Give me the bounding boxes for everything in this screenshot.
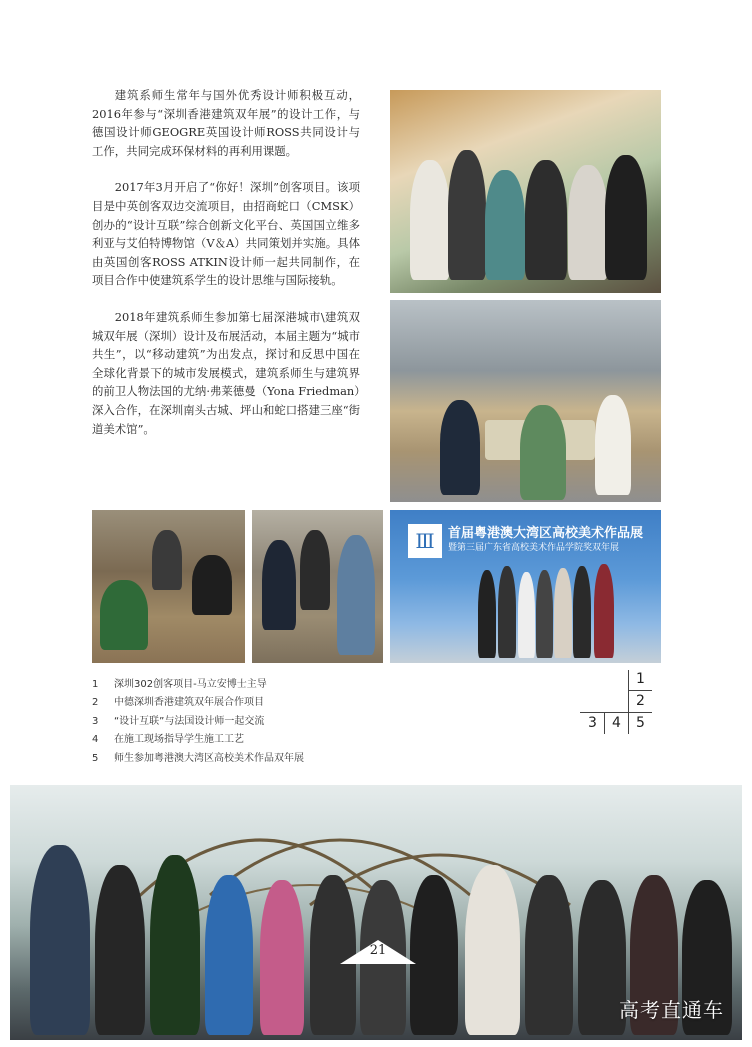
photo-5-exhibition-banner [390, 510, 661, 663]
legend-number: 5 [636, 715, 645, 731]
caption-number: 1 [92, 679, 99, 690]
caption-number: 4 [92, 734, 99, 746]
banner-title: 首届粤港澳大湾区高校美术作品展 [448, 526, 644, 541]
caption-text: 师生参加粤港澳大湾区高校美术作品双年展 [114, 752, 304, 764]
photo-4-construction-site [252, 510, 383, 663]
caption-number: 5 [92, 752, 99, 764]
paragraph-2016: 建筑系师生常年与国外优秀设计师积极互动，2016年参与“深圳香港建筑双年展”的设计工作，与德国设计师GEOGRE英国设计师ROSS共同设计与工作，共同完成环保材料的再利用课题。 [92, 88, 360, 158]
legend-divider [628, 670, 629, 734]
legend-number: 3 [588, 715, 597, 731]
caption-item [92, 713, 304, 731]
caption-item [92, 694, 304, 712]
banner-subtitle: 暨第三届广东省高校美术作品学院奖双年展 [448, 543, 620, 553]
legend-divider [628, 690, 652, 691]
exhibition-logo-icon: Ⅲ [408, 524, 442, 558]
caption-item [92, 676, 304, 694]
caption-item [92, 731, 304, 749]
legend-divider [580, 712, 652, 713]
photo-layout-legend [580, 670, 652, 736]
paragraph-2017: 2017年3月开启了“你好！深圳”创客项目。该项目是中英创客双边交流项目，由招商蛇口（CMSK）创办的“设计互联”综合创新文化平台、英国国立维多利亚与艾伯特博物馆（V＆A）共同策划并实施。具体由英国创客ROSS ATKIN设计师一起共同制作，在项目合作中使建筑系学生的设计思维与国际接轨。 [92, 180, 360, 288]
caption-item [92, 750, 304, 768]
legend-number: 1 [636, 671, 645, 687]
photo-1-group-indoor [390, 90, 661, 293]
caption-text: 深圳302创客项目-马立安博士主导 [114, 679, 267, 690]
photo-3-exchange-sand [92, 510, 245, 663]
page-number: 21 [369, 943, 387, 958]
caption-text: 中德深圳香港建筑双年展合作项目 [114, 697, 264, 709]
body-text [92, 86, 360, 456]
legend-number: 4 [612, 715, 621, 731]
paragraph-2018: 2018年建筑系师生参加第七届深港城市\建筑双城双年展（深圳）设计及布展活动，本届主题为“城市共生”，以“移动建筑”为出发点，探讨和反思中国在全球化背景下的城市发展模式，建筑系师生与建筑界的前卫人物法国的尤纳·弗莱德曼（Yona Friedman）深入合作，在深圳南头古城、坪山和蛇口搭建三座“街道美术馆”。 [92, 309, 360, 436]
caption-number: 2 [92, 697, 99, 709]
photo-2-rooftop-table [390, 300, 661, 502]
photo-captions [92, 676, 304, 768]
watermark-text: 高考直通车 [619, 998, 724, 1022]
caption-text: “设计互联”与法国设计师一起交流 [114, 715, 265, 727]
legend-divider [604, 712, 605, 734]
caption-text: 在施工现场指导学生施工工艺 [114, 734, 244, 746]
caption-number: 3 [92, 715, 99, 727]
legend-number: 2 [636, 693, 645, 709]
